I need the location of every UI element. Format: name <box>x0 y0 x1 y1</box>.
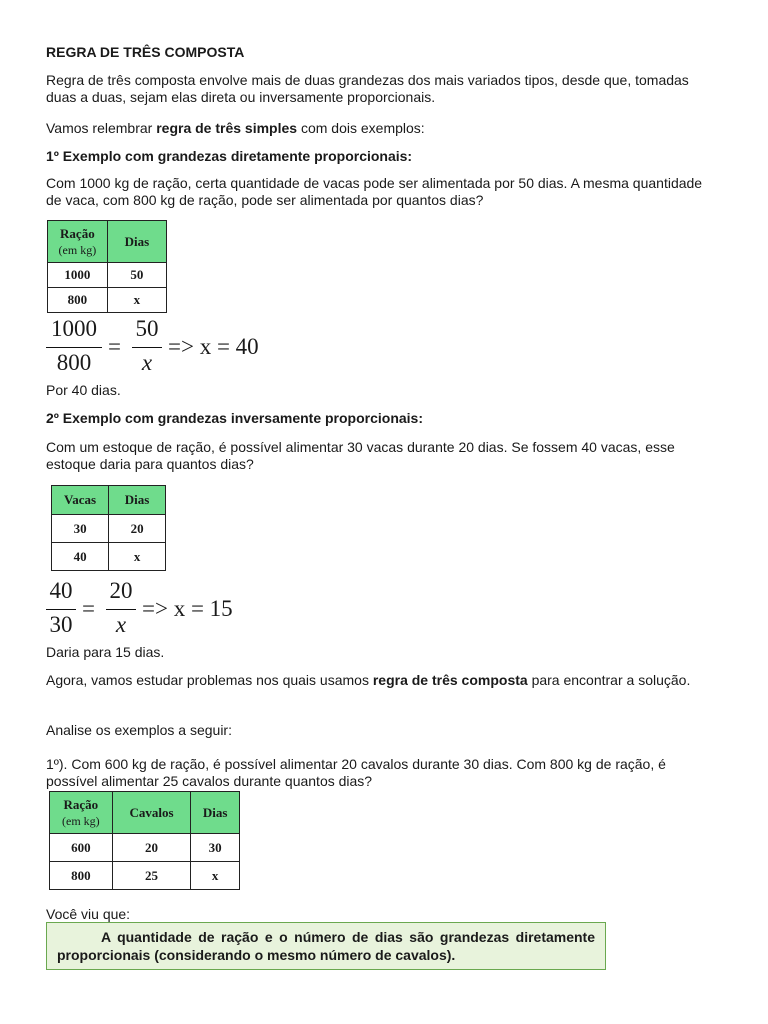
table-cell: x <box>191 862 240 890</box>
equation-result: => x = 40 <box>168 334 259 359</box>
analyse-paragraph: Analise os exemplos a seguir: <box>46 722 232 738</box>
table-header-dias: Dias <box>109 486 166 515</box>
table-row <box>52 515 166 543</box>
table-row <box>52 543 166 571</box>
intro-paragraph: Regra de três composta envolve mais de duas grandezas dos mais variados tipos, desde que, tomadas duas a duas, sejam elas direta ou inversamente proporcionais. <box>46 72 689 105</box>
recall-text-end: com dois exemplos: <box>297 120 425 136</box>
table-cell: x <box>107 288 166 313</box>
fraction-numerator: 40 <box>49 578 73 603</box>
table-cell: 20 <box>112 834 191 862</box>
note-text: A quantidade de ração e o número de dias são grandezas diretamente proporcionais (considerando o mesmo número de cavalos). <box>57 929 595 963</box>
example1-table <box>47 220 167 313</box>
fraction-numerator: 1000 <box>51 316 97 341</box>
table-row <box>48 263 167 288</box>
table-header-racao: Ração (em kg) <box>48 221 108 263</box>
table-cell: 30 <box>191 834 240 862</box>
table-cell: 30 <box>52 515 109 543</box>
table-cell: 800 <box>48 288 108 313</box>
fraction-denominator: x <box>115 612 127 637</box>
example1-answer: Por 40 dias. <box>46 382 121 398</box>
example1-equation <box>46 316 306 380</box>
example1-heading: 1º Exemplo com grandezas diretamente proporcionais: <box>46 148 413 164</box>
table-header-dias: Dias <box>191 792 240 834</box>
equals-sign: = <box>82 596 95 621</box>
fraction-denominator: x <box>141 350 153 375</box>
table-cell: 1000 <box>48 263 108 288</box>
table-cell: 600 <box>50 834 113 862</box>
table-cell: 50 <box>107 263 166 288</box>
fraction-denominator: 30 <box>49 612 73 637</box>
fraction-numerator: 20 <box>109 578 133 603</box>
equals-sign: = <box>108 334 121 359</box>
fraction-denominator: 800 <box>56 350 92 375</box>
example2-table <box>51 485 166 571</box>
now-text-end: para encontrar a solução. <box>527 672 691 688</box>
example3-text: 1º). Com 600 kg de ração, é possível alimentar 20 cavalos durante 30 dias. Com 800 kg de ração, é possível alimentar 25 cavalos durante quantos dias? <box>46 756 666 789</box>
now-paragraph <box>46 672 720 689</box>
table-cell: 800 <box>50 862 113 890</box>
example2-answer: Daria para 15 dias. <box>46 644 165 660</box>
page-title: REGRA DE TRÊS COMPOSTA <box>46 44 245 60</box>
recall-text: Vamos relembrar <box>46 120 157 136</box>
table-row <box>50 834 240 862</box>
table-cell: 25 <box>112 862 191 890</box>
table-row <box>48 288 167 313</box>
table-header-cavalos: Cavalos <box>112 792 191 834</box>
recall-paragraph <box>46 120 720 137</box>
equation-result: => x = 15 <box>142 596 233 621</box>
example2-text: Com um estoque de ração, é possível alimentar 30 vacas durante 20 dias. Se fossem 40 vacas, esse estoque daria para quantos dias? <box>46 439 675 472</box>
table-cell: x <box>109 543 166 571</box>
example2-equation <box>46 578 306 642</box>
example1-text: Com 1000 kg de ração, certa quantidade de vacas pode ser alimentada por 50 dias. A mesma quantidade de vaca, com 800 kg de ração, pode ser alimentada por quantos dias? <box>46 175 703 208</box>
table-row <box>50 862 240 890</box>
table-header-vacas: Vacas <box>52 486 109 515</box>
table-cell: 40 <box>52 543 109 571</box>
highlight-note-box <box>46 922 606 970</box>
now-text: Agora, vamos estudar problemas nos quais usamos <box>46 672 373 688</box>
example2-heading: 2º Exemplo com grandezas inversamente proporcionais: <box>46 410 424 426</box>
seen-paragraph: Você viu que: <box>46 906 131 922</box>
fraction-numerator: 50 <box>135 316 159 341</box>
table-header-dias: Dias <box>107 221 166 263</box>
now-bold: regra de três composta <box>372 672 528 688</box>
table-cell: 20 <box>109 515 166 543</box>
example3-table <box>49 791 240 890</box>
recall-bold: regra de três simples <box>156 120 298 136</box>
table-header-racao: Ração (em kg) <box>50 792 113 834</box>
